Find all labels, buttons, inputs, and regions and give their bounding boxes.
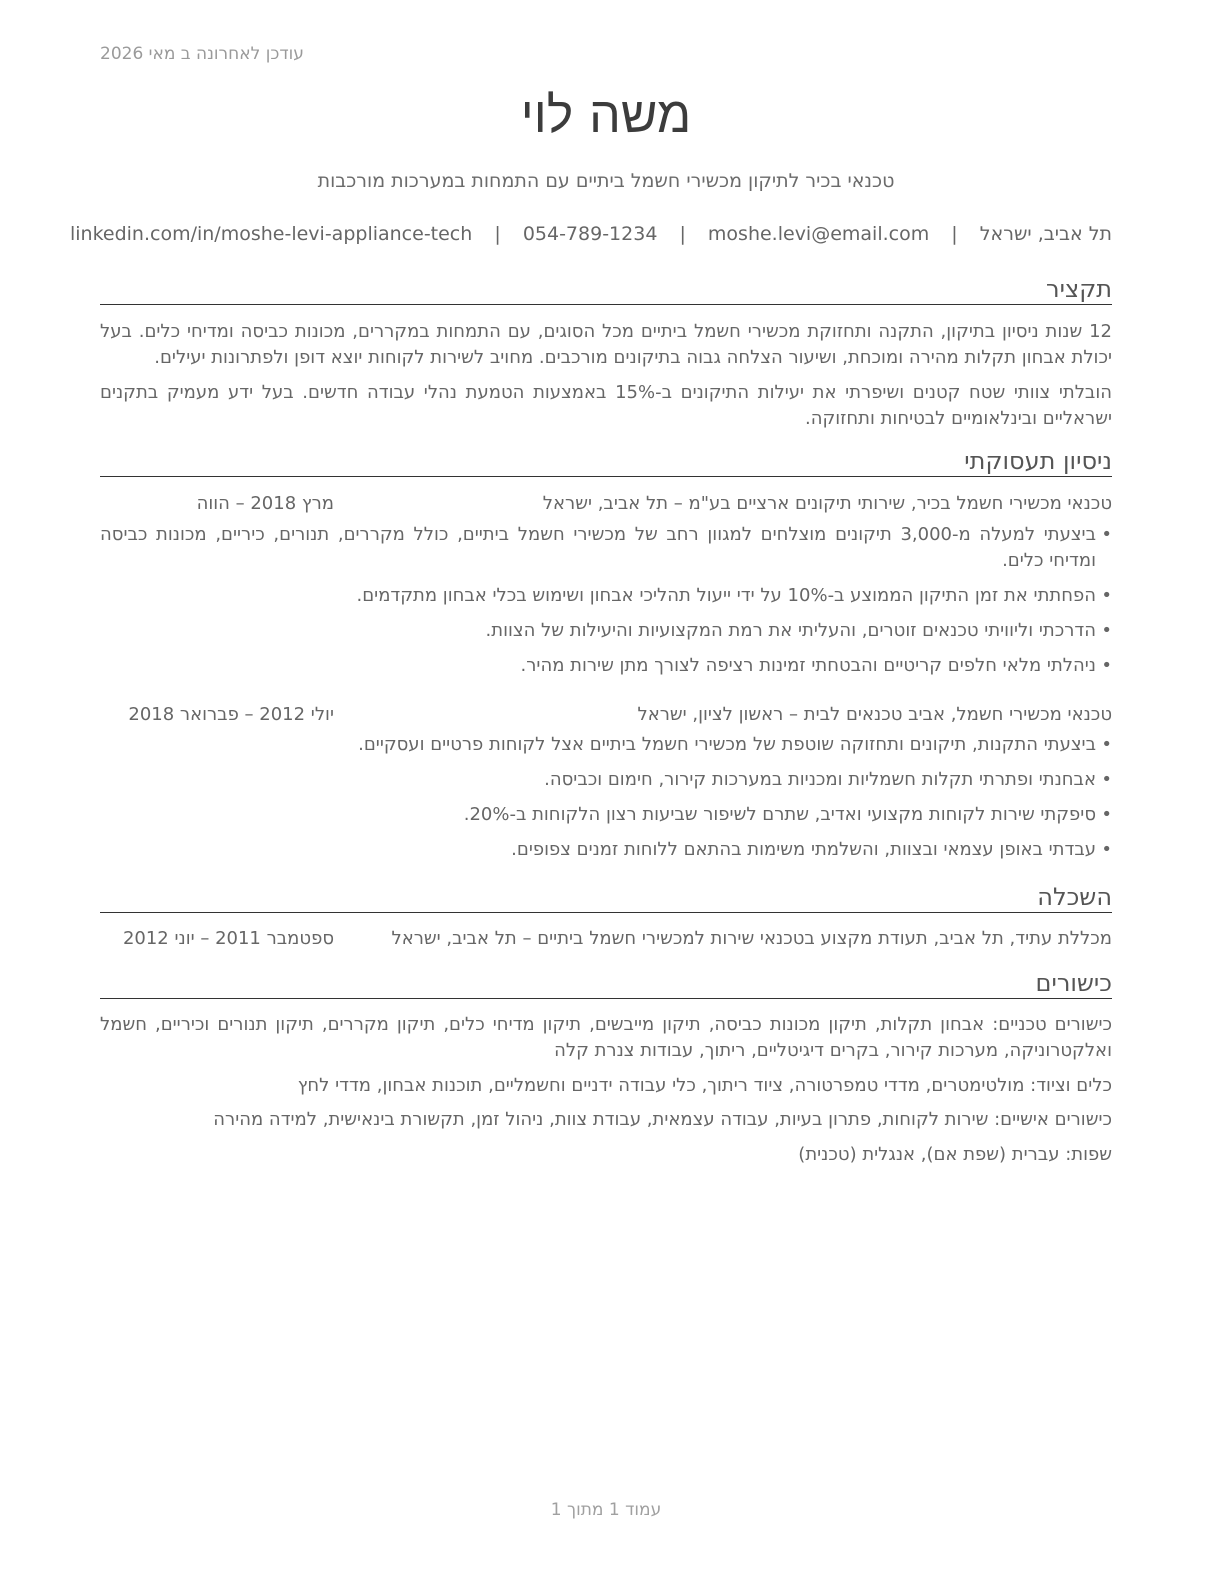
job-2-title: טכנאי מכשירי חשמל, אביב טכנאים לבית – ראשון לציון, ישראל xyxy=(637,704,1112,725)
candidate-name: משה לוי xyxy=(520,86,692,144)
resume-page xyxy=(69,0,1113,1584)
contact-separator: | xyxy=(494,223,501,245)
contact-phone[interactable]: 054-789-1234 xyxy=(522,223,658,245)
job-1-title: טכנאי מכשירי חשמל בכיר, שירותי תיקונים ארציים בע"מ – תל אביב, ישראל xyxy=(542,493,1112,514)
page-number: עמוד 1 מתוך 1 xyxy=(550,1500,662,1520)
education-dates: ספטמבר 2011 – יוני 2012 xyxy=(122,928,334,949)
list-item: • הפחתתי את זמן התיקון הממוצע ב-10% על ידי ייעול תהליכי אבחון ושימוש בכלי אבחון מתקדמים. xyxy=(100,583,1112,609)
last-updated: עודכן לאחרונה ב מאי 2026 xyxy=(100,44,304,64)
summary-heading: תקציר xyxy=(100,274,1112,305)
list-item: • ביצעתי למעלה מ-3,000 תיקונים מוצלחים למגוון רחב של מכשירי חשמל ביתיים, כולל מקררים, תנורים, כיריים, מכונות כביסה ומדיחי כלים. xyxy=(100,522,1112,574)
list-item: • הדרכתי וליוויתי טכנאים זוטרים, והעליתי את רמת המקצועיות והיעילות של הצוות. xyxy=(100,618,1112,644)
contact-separator: | xyxy=(951,223,958,245)
contact-email[interactable]: moshe.levi@email.com xyxy=(707,223,930,245)
summary-paragraph-2: הובלתי צוותי שטח קטנים ושיפרתי את יעילות התיקונים ב-15% באמצעות הטמעת נהלי עבודה חדשים. בעל ידע מעמיק בתקנים ישראליים ובינלאומיים לבטיחות ותחזוקה. xyxy=(100,382,1113,429)
skills-technical: כישורים טכניים: אבחון תקלות, תיקון מכונות כביסה, תיקון מייבשים, תיקון מדיחי כלים, תיקון מקררים, תיקון תנורים וכיריים, חשמל ואלקטרוניקה, מערכות קירור, בקרים דיגיטליים, ריתוך, עבודות צנרת קלה xyxy=(100,1014,1112,1061)
contact-location: תל אביב, ישראל xyxy=(979,223,1112,245)
skills-languages: שפות: עברית (שפת אם), אנגלית (טכנית) xyxy=(798,1144,1112,1165)
list-item: • אבחנתי ופתרתי תקלות חשמליות ומכניות במערכות קירור, חימום וכביסה. xyxy=(100,767,1112,793)
list-item: • עבדתי באופן עצמאי ובצוות, והשלמתי משימות בהתאם ללוחות זמנים צפופים. xyxy=(100,837,1112,863)
education-heading: השכלה xyxy=(100,882,1112,913)
tagline: טכנאי בכיר לתיקון מכשירי חשמל ביתיים עם התמחות במערכות מורכבות xyxy=(317,170,895,192)
skills-heading: כישורים xyxy=(100,968,1112,999)
contact-line xyxy=(69,223,1112,245)
job-1-dates: מרץ 2018 – הווה xyxy=(196,493,334,514)
education-entry: מכללת עתיד, תל אביב, תעודת מקצוע בטכנאי שירות למכשירי חשמל ביתיים – תל אביב, ישראל xyxy=(391,928,1112,949)
list-item: • ניהלתי מלאי חלפים קריטיים והבטחתי זמינות רציפה לצורך מתן שירות מהיר. xyxy=(100,653,1112,679)
job-1-bullets xyxy=(100,522,1112,688)
contact-linkedin[interactable]: linkedin.com/in/moshe-levi-appliance-tech xyxy=(69,223,473,245)
job-2-bullets xyxy=(100,732,1112,872)
skills-tools: כלים וציוד: מולטימטרים, מדדי טמפרטורה, ציוד ריתוך, כלי עבודה ידניים וחשמליים, תוכנות אבחון, מדדי לחץ xyxy=(297,1075,1112,1096)
list-item: • ביצעתי התקנות, תיקונים ותחזוקה שוטפת של מכשירי חשמל ביתיים אצל לקוחות פרטיים ועסקיים. xyxy=(100,732,1112,758)
contact-separator: | xyxy=(679,223,686,245)
job-2-dates: יולי 2012 – פברואר 2018 xyxy=(128,704,334,725)
summary-paragraph-1: 12 שנות ניסיון בתיקון, התקנה ותחזוקת מכשירי חשמל ביתיים מכל הסוגים, עם התמחות במקררים, מכונות כביסה ומדיחי כלים. בעל יכולת אבחון תקלות מהירה ומוכחת, ושיעור הצלחה גבוה בתיקונים מורכבים. מחויב לשירות לקוחות יוצא דופן ולפתרונות יעילים. xyxy=(100,321,1112,368)
list-item: • סיפקתי שירות לקוחות מקצועי ואדיב, שתרם לשיפור שביעות רצון הלקוחות ב-20%. xyxy=(100,802,1112,828)
skills-personal: כישורים אישיים: שירות לקוחות, פתרון בעיות, עבודה עצמאית, עבודת צוות, ניהול זמן, תקשורת בינאישית, למידה מהירה xyxy=(213,1109,1112,1130)
experience-heading: ניסיון תעסוקתי xyxy=(100,446,1112,477)
